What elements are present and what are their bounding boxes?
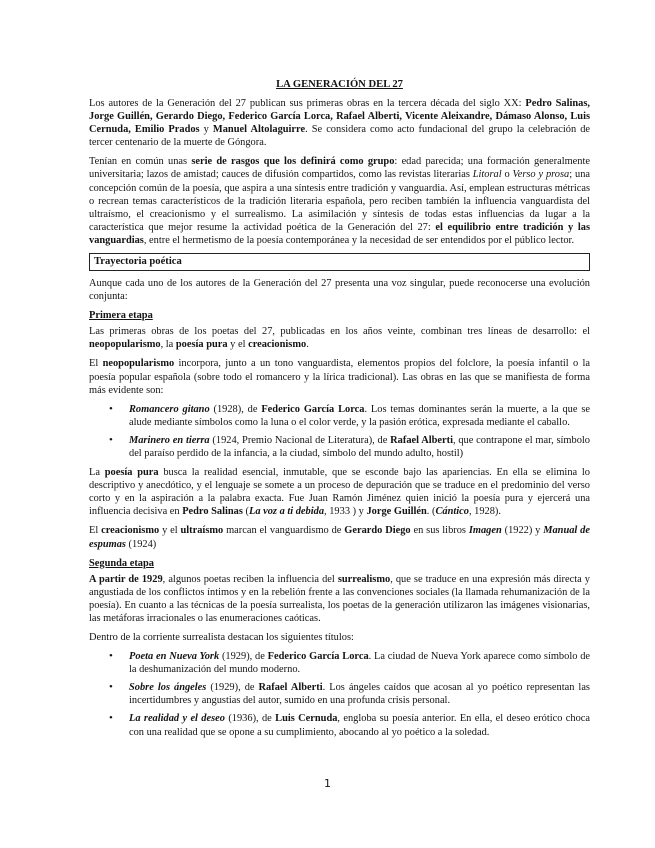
bullet-item bbox=[89, 434, 590, 460]
bullet-item bbox=[89, 403, 590, 429]
emphasis-text: La voz a ti debida bbox=[248, 506, 325, 518]
poesia-pura-paragraph bbox=[89, 466, 590, 518]
bold-text: creacionismo bbox=[101, 525, 160, 537]
text-run: y el bbox=[159, 525, 181, 537]
text-run: (1924) bbox=[125, 538, 157, 550]
text-run: La bbox=[89, 467, 105, 479]
text-run: incorpora, junto a un tono vanguardista, elementos propios del folclore, la poesía infantil o la poesía popular española (sobre todo el romancero y la lírica tradicional). Las obras en las que se manifiesta de forma más evidente son: bbox=[89, 358, 590, 396]
text-run: y el bbox=[227, 339, 249, 351]
italic-text: Verso y prosa bbox=[512, 169, 570, 181]
text-run: (1924, Premio Nacional de Literatura), de bbox=[209, 434, 391, 446]
text-run: (1929), de bbox=[206, 682, 259, 694]
bold-text: Rafael Alberti bbox=[258, 682, 323, 694]
text-run: , que se traduce en una expresión más directa y angustiada de los conflictos íntimos y en la rebelión frente a las convenciones sociales (la llamada rehumanización de la poesía). En cuanto a las técnicas de la poesía surrealista, los poetas de la generación utilizaron las imágenes visionarias, las metáforas irracionales o las enumeraciones caóticas. bbox=[89, 573, 590, 624]
neopopularismo-paragraph bbox=[89, 357, 590, 396]
surrealismo-list bbox=[89, 650, 590, 739]
bold-text: Manuel Altolaguirre bbox=[212, 124, 306, 136]
text-run: , 1933 ) y bbox=[324, 506, 367, 518]
bold-text: creacionismo bbox=[248, 339, 307, 351]
bold-italic-text bbox=[435, 506, 469, 517]
text-run: El bbox=[89, 358, 103, 370]
neopopularismo-list bbox=[89, 403, 590, 460]
bold-text: Rafael Alberti bbox=[390, 434, 453, 446]
text-run: y bbox=[199, 124, 213, 136]
text-run: ( bbox=[242, 506, 249, 518]
text-run: Los autores de la Generación del 27 publican sus primeras obras en la tercera década del siglo XX: bbox=[89, 98, 526, 109]
emphasis-text: Cántico bbox=[435, 506, 469, 518]
text-run: (1929), de bbox=[219, 651, 268, 663]
bullet-icon: • bbox=[109, 433, 113, 446]
emphasis-text: Manual de espumas bbox=[89, 525, 590, 550]
text-run: , que contrapone el mar, símbolo del paraíso perdido de la infancia, a la ciudad, símbolo del mundo adulto, hostil) bbox=[129, 434, 590, 459]
text-run: Las primeras obras de los poetas del 27, publicadas en los años veinte, combinan tres líneas de desarrollo: el bbox=[89, 326, 590, 338]
bullet-icon: • bbox=[109, 681, 113, 694]
emphasis-text: Marinero en tierra bbox=[129, 434, 210, 446]
bold-text: ultraísmo bbox=[180, 525, 224, 537]
bold-text: Federico García Lorca bbox=[267, 651, 369, 663]
creacionismo-paragraph bbox=[89, 524, 590, 550]
text-run: busca la realidad esencial, inmutable, que se esconde bajo las apariencias. En ella se elimina lo descriptivo y anecdótico, y el lenguaje se somete a un proceso de depuración que se traduce en el predominio del verso corto y en la aspiración a la palabra exacta. Fue Juan Ramón Jiménez quien inició la poesía pura y ejercerá una influencia decisiva en bbox=[89, 467, 590, 518]
italic-text: Litoral bbox=[472, 169, 502, 181]
bold-text: Federico García Lorca bbox=[261, 403, 365, 415]
bold-text: el equilibrio entre tradición y las vanguardias bbox=[89, 221, 590, 246]
text-run: . bbox=[306, 339, 309, 351]
text-run: o bbox=[501, 169, 513, 181]
bold-text: serie de rasgos que los definirá como grupo bbox=[191, 156, 395, 168]
trayectoria-paragraph bbox=[89, 277, 590, 303]
text-run: Dentro de la corriente surrealista destacan los siguientes títulos: bbox=[89, 632, 354, 643]
bold-text: Luis Cernuda bbox=[275, 713, 338, 725]
text-run: (1928), de bbox=[209, 403, 262, 415]
bold-text: Pedro Salinas, Jorge Guillén, Gerardo Diego, Federico García Lorca, Rafael Alberti, Vicente Aleixandre, Dámaso Alonso, Luis Cernuda, Emilio Prados bbox=[89, 98, 590, 136]
emphasis-text: La realidad y el deseo bbox=[129, 713, 225, 725]
document-title: LA GENERACIÓN DEL 27 bbox=[276, 79, 403, 90]
text-run: . Los temas dominantes serán la muerte, a la que se alude mediante símbolos como la luna o el color verde, y la pasión erótica, expresada mediante el caballo. bbox=[129, 403, 590, 428]
bold-text: neopopularismo bbox=[102, 358, 175, 370]
bold-text: surrealismo bbox=[337, 573, 391, 585]
text-run: . ( bbox=[426, 506, 436, 518]
heading-primera-etapa: Primera etapa bbox=[89, 310, 153, 322]
text-run: El bbox=[89, 525, 102, 537]
emphasis-text: Sobre los ángeles bbox=[129, 682, 207, 694]
text-run: , engloba su poesía anterior. En ella, el deseo erótico choca con una realidad que se opone a su cumplimiento, abocando al yo poético a la soledad. bbox=[129, 713, 590, 738]
heading-segunda-etapa: Segunda etapa bbox=[89, 557, 154, 569]
segunda-etapa-paragraph bbox=[89, 573, 590, 625]
text-run: en sus libros bbox=[410, 525, 469, 537]
primera-etapa-paragraph bbox=[89, 325, 590, 351]
bullet-item bbox=[89, 712, 590, 738]
bold-text: A partir de 1929 bbox=[89, 573, 163, 585]
bold-italic-text bbox=[129, 404, 210, 415]
bold-italic-text bbox=[129, 713, 225, 724]
bullet-icon: • bbox=[109, 712, 113, 725]
text-run: Aunque cada uno de los autores de la Generación del 27 presenta una voz singular, puede reconocerse una evolución conjunta: bbox=[89, 278, 590, 303]
text-run: , 1928). bbox=[468, 506, 501, 518]
text-run: , algunos poetas reciben la influencia del bbox=[162, 573, 338, 585]
text-run: (1922) y bbox=[501, 525, 544, 537]
text-run: ; una concepción común de la poesía, que aspira a una síntesis entre tradición y vanguardia. Así, emplean estructuras métricas o recrean temas característicos de la tradición literaria española, pero reciben también la influencia vanguardista del ultraísmo, el creacionismo y el surrealismo. La asimilación y síntesis de todas estas influencias da lugar a la característica que mejor resume la actividad poética de la Generación del 27: bbox=[89, 169, 590, 233]
bold-text: Jorge Guillén bbox=[366, 506, 427, 518]
emphasis-text: Poeta en Nueva York bbox=[129, 651, 220, 663]
emphasis-text: Imagen bbox=[468, 525, 502, 537]
bullet-item bbox=[89, 650, 590, 676]
bold-text: poesía pura bbox=[104, 467, 159, 479]
page-number: 1 bbox=[324, 777, 331, 790]
text-run: : edad parecida; una formación generalmente universitaria; lazos de amistad; cauces de difusión compartidos, como las revistas literarias bbox=[89, 156, 590, 181]
text-run: . Se considera como acto fundacional del grupo la celebración de tercer centenario de la muerte de Góngora. bbox=[89, 124, 591, 149]
text-run: . Los ángeles caídos que acosan al yo poético representan las incertidumbres y angustias del autor, sumido en una profunda crisis personal. bbox=[129, 682, 590, 707]
section-heading-trayectoria: Trayectoria poética bbox=[89, 253, 590, 271]
bold-text: Pedro Salinas bbox=[182, 506, 243, 518]
bold-text: Gerardo Diego bbox=[344, 525, 411, 537]
text-run: . La ciudad de Nueva York aparece como símbolo de la deshumanización del mundo moderno. bbox=[129, 651, 591, 676]
bullet-item bbox=[89, 681, 590, 707]
bold-italic-text bbox=[129, 682, 206, 693]
emphasis-text: Romancero gitano bbox=[129, 403, 210, 415]
bold-text: poesía pura bbox=[175, 339, 228, 351]
rasgos-paragraph bbox=[89, 155, 590, 247]
bold-italic-text bbox=[129, 435, 210, 446]
bold-text: neopopularismo bbox=[89, 339, 161, 351]
text-run: marcan el vanguardismo de bbox=[223, 525, 345, 537]
surrealismo-intro-paragraph bbox=[89, 631, 590, 644]
text-run: Tenían en común unas bbox=[89, 156, 192, 168]
text-run: , entre el hermetismo de la poesía contemporánea y la necesidad de ser entendidos por el público lector. bbox=[143, 234, 575, 246]
text-run: (1936), de bbox=[224, 713, 276, 725]
bullet-icon: • bbox=[109, 402, 113, 415]
text-run: , la bbox=[160, 339, 176, 351]
intro-paragraph bbox=[89, 97, 590, 149]
bold-italic-text bbox=[249, 506, 324, 517]
bold-italic-text bbox=[129, 651, 219, 662]
bold-italic-text bbox=[469, 525, 502, 536]
bullet-icon: • bbox=[109, 650, 113, 663]
